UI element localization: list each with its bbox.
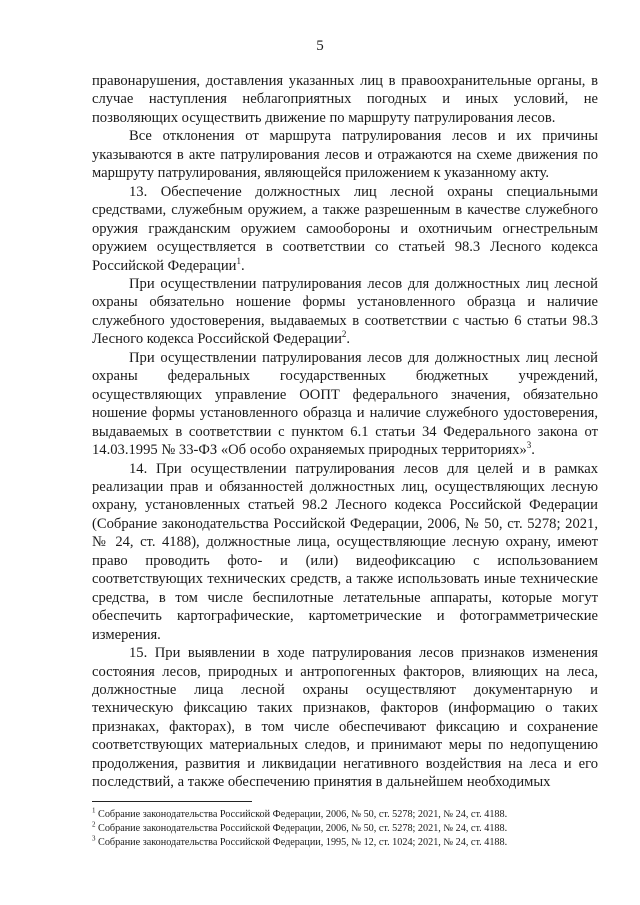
footnote-mark: 1 — [92, 806, 96, 815]
footnote-reference[interactable]: 1 — [236, 255, 241, 266]
paragraph-tail: . — [531, 442, 535, 459]
body-text — [92, 72, 598, 792]
footnote-mark: 2 — [92, 820, 96, 829]
footnote-item — [92, 822, 598, 836]
paragraph-text: правонарушения, доставления указанных лиц в правоохранительные органы, в случае наступления неблагоприятных погодных и иных условий, не позволяющих осуществить движение по маршруту патрулирования лесов. — [92, 73, 598, 126]
footnote-text: Собрание законодательства Российской Федерации, 2006, № 50, ст. 5278; 2021, № 24, ст. 4188. — [98, 823, 508, 834]
footnote-text: Собрание законодательства Российской Федерации, 2006, № 50, ст. 5278; 2021, № 24, ст. 4188. — [98, 809, 508, 820]
paragraph-text: Все отклонения от маршрута патрулирования лесов и их причины указываются в акте патрулирования лесов и отражаются на схеме движения по маршруту патрулирования, являющейся приложением к указанному акту. — [92, 128, 598, 182]
footnote-item — [92, 836, 598, 850]
paragraph-text: При осуществлении патрулирования лесов для должностных лиц лесной охраны обязательно ношение формы установленного образца и наличие служебного удостоверения, выдаваемых в соответствии с частью 6 статьи 98.3 Лесного кодекса Российской Федерации — [92, 275, 598, 348]
paragraph-text: 14. При осуществлении патрулирования лесов для целей и в рамках реализации прав и обязанностей должностных лиц, осуществляющих лесную охрану, установленных статьей 98.2 Лесного кодекса Российской Федерации (Собрание законодательства Российской Федерации, 2006, № 50, ст. 5278; 2021, № 24, ст. 4188), должностные лица, осуществляющие лесную охрану, имеют право проводить фото- и (или) видеофиксацию с использованием соответствующих технических средств, а также использовать иные технические средства, в том числе беспилотные летательные аппараты, которые могут обеспечить картографические, картометрические и фотограмметрические измерения. — [92, 460, 598, 643]
paragraph-item-15 — [92, 644, 598, 792]
paragraph — [92, 275, 598, 349]
paragraph-tail: . — [241, 257, 245, 274]
paragraph-tail: . — [346, 331, 351, 348]
paragraph-item-14 — [92, 460, 598, 645]
footnote-reference[interactable]: 2 — [341, 329, 347, 340]
paragraph — [92, 72, 598, 127]
footnotes — [92, 808, 598, 850]
paragraph-text: 13. Обеспечение должностных лиц лесной охраны специальными средствами, служебным оружием, а также разрешенным в качестве служебного оружия гражданским оружием самообороны и охотничьим огнестрельным оружием осуществляется в соответствии со статьей 98.3 Лесного кодекса Российской Федерации — [92, 183, 598, 274]
paragraph — [92, 349, 598, 460]
paragraph-item-13 — [92, 183, 598, 275]
footnote-mark: 3 — [92, 834, 96, 843]
paragraph-text: 15. При выявлении в ходе патрулирования лесов признаков изменения состояния лесов, природных и антропогенных факторов, влияющих на леса, должностные лица лесной охраны осуществляют документарную и техническую фиксацию таких признаков, факторов (информацию о таких признаках, факторах), в том числе обеспечивают фиксацию и сохранение соответствующих материальных следов, и принимают меры по недопущению продолжения, развития и ликвидации негативного воздействия на леса и его последствий, а также обеспечению принятия в дальнейшем необходимых — [92, 645, 598, 791]
paragraph-text: При осуществлении патрулирования лесов для должностных лиц лесной охраны федеральных государственных бюджетных учреждений, осуществляющих управление ООПТ федерального значения, обязательно ношение формы установленного образца и наличие служебного удостоверения, выдаваемых в соответствии с пунктом 6.1 статьи 34 Федерального закона от 14.03.1995 № 33-ФЗ «Об особо охраняемых природных территориях» — [92, 349, 598, 459]
footnote-item — [92, 808, 598, 822]
page-number: 5 — [316, 38, 324, 54]
footnote-text: Собрание законодательства Российской Федерации, 1995, № 12, ст. 1024; 2021, № 24, ст. 4188. — [98, 837, 508, 848]
footnote-reference[interactable]: 3 — [526, 440, 532, 451]
footnote-divider — [92, 801, 252, 802]
paragraph — [92, 127, 598, 182]
